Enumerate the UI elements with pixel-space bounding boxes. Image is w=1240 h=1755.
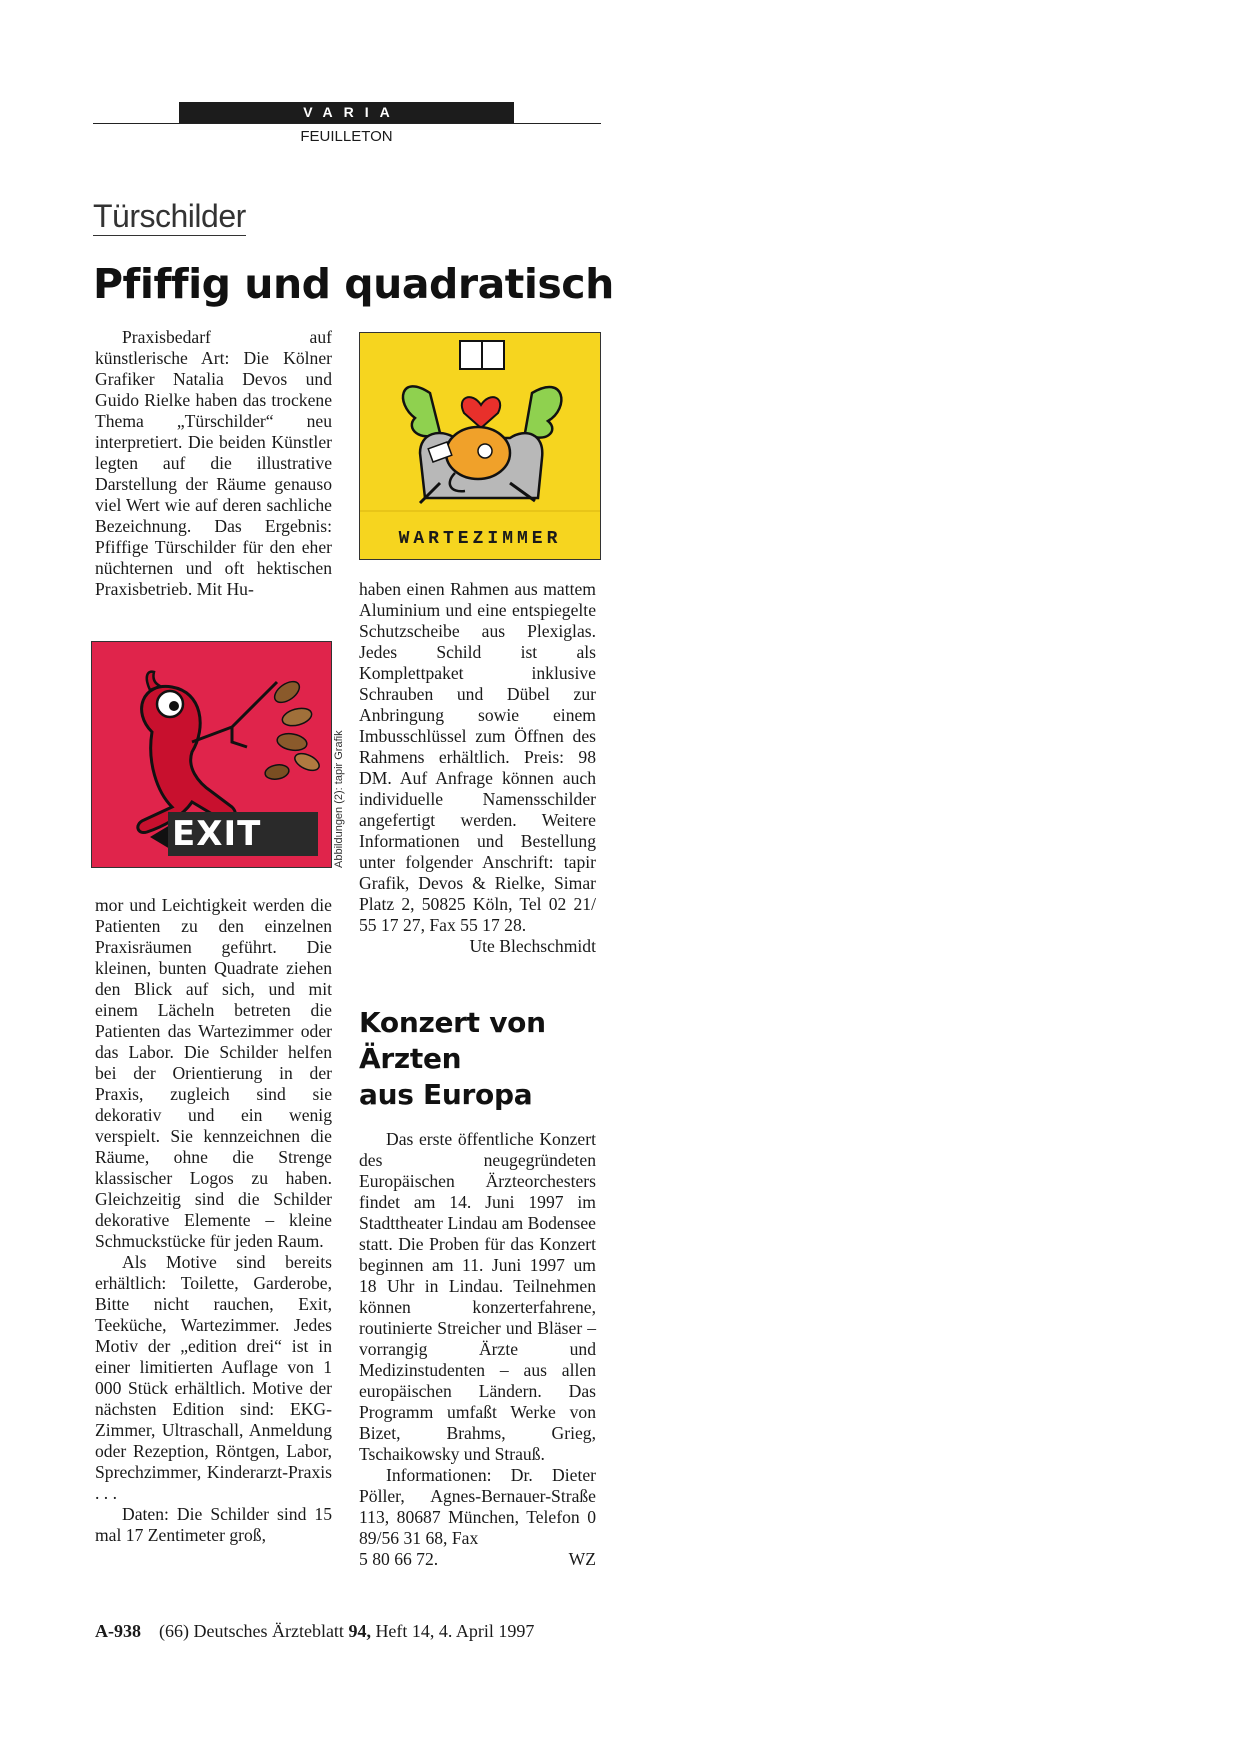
news-headline-line-2: Ärzten (359, 1042, 462, 1075)
footer-citation-end: Heft 14, 4. April 1997 (375, 1621, 535, 1641)
page-footer (95, 1621, 534, 1642)
news-signature-line (359, 1549, 596, 1570)
exit-sign-illustration (91, 641, 332, 868)
footer-volume: 94, (348, 1621, 371, 1641)
exit-sign-text: EXIT (172, 814, 262, 854)
article-kicker: Türschilder (93, 199, 246, 236)
article-author: Ute Blechschmidt (469, 936, 596, 956)
article-paragraph-4: Daten: Die Schilder sind 15 mal 17 Zentimeter groß, (95, 1504, 332, 1545)
article-text-continued (95, 895, 332, 1546)
article-paragraph-2: mor und Leichtigkeit werden die Patienten zu den einzelnen Praxisräumen geführt. Die kleinen, bunten Quadrate ziehen den Blick auf sich, und mit einem Lächeln betreten die Patienten das Wartezimmer oder das Labor. Die Schilder helfen bei der Orientierung in der Praxis, zugleich sind sie dekorativ und ein wenig verspielt. Sie kennzeichnen die Räume, ohne die Strenge klassischer Logos zu haben. Gleichzeitig sind die Schilder dekorative Elemente – kleine Schmuckstücke für jeden Raum. (95, 895, 332, 1251)
wartezimmer-drawing (360, 333, 601, 560)
article-paragraph-1: Praxisbedarf auf künstlerische Art: Die Kölner Grafiker Natalia Devos und Guido Rielke haben das trockene Thema „Türschilder“ neu interpretiert. Die beiden Künstler legten auf die illustrative Darstellung der Räume genauso viel Wert wie auf deren sachliche Bezeichnung. Das Ergebnis: Pfiffige Türschilder für den eher nüchternen und oft hektischen Praxisbetrieb. Mit Hu- (95, 327, 332, 599)
article-signature-line (359, 936, 596, 957)
subsection-label: FEUILLETON (300, 128, 393, 145)
news-headline-line-3: aus Europa (359, 1078, 533, 1111)
news-paragraph-2: Informationen: Dr. Dieter Pöller, Agnes-Bernauer-Straße 113, 80687 München, Telefon 0 89/56 31 68, Fax (359, 1465, 596, 1548)
article-text-intro (95, 327, 332, 600)
section-label: VARIA (179, 102, 514, 123)
article-paragraph-3: Als Motive sind bereits erhältlich: Toilette, Garderobe, Bitte nicht rauchen, Exit, Teeküche, Wartezimmer. Jedes Motiv der „edition drei“ ist in einer limitierten Auflage von 1 000 Stück erhältlich. Motive der nächsten Edition sind: EKG-Zimmer, Ultraschall, Anmeldung oder Rezeption, Röntgen, Labor, Sprechzimmer, Kinderarzt-Praxis . . . (95, 1252, 332, 1503)
header-rule (93, 123, 601, 124)
news-fax-number: 5 80 66 72. (359, 1549, 439, 1569)
news-headline (359, 1005, 546, 1113)
page-number: A-938 (95, 1621, 141, 1641)
news-headline-line-1: Konzert von (359, 1006, 546, 1039)
news-author: WZ (568, 1549, 596, 1569)
news-text (359, 1129, 596, 1570)
article-headline: Pfiffig und quadratisch (93, 260, 614, 308)
article-paragraph-5: haben einen Rahmen aus mattem Aluminium und eine entspiegelte Schutzscheibe aus Plexiglas. Jedes Schild ist als Komplettpaket inklusive Schrauben und Dübel zur Anbringung sowie einem Imbusschlüssel zum Öffnen des Rahmens erhältlich. Preis: 98 DM. Auf Anfrage können auch individuelle Namensschilder angefertigt werden. Weitere Informationen und Bestellung unter folgender Anschrift: tapir Grafik, Devos & Rielke, Simar Platz 2, 50825 Köln, Tel 02 21/ 55 17 27, Fax 55 17 28. (359, 579, 596, 935)
wartezimmer-sign-text: WARTEZIMMER (398, 529, 562, 549)
wartezimmer-sign-illustration (359, 332, 601, 560)
footer-citation-start: (66) Deutsches Ärzteblatt (159, 1621, 344, 1641)
news-paragraph-1: Das erste öffentliche Konzert des neugegründeten Europäischen Ärzteorchesters findet am 14. Juni 1997 im Stadttheater Lindau am Bodensee statt. Die Proben für das Konzert beginnen am 11. Juni 1997 um 18 Uhr in Lindau. Teilnehmen können konzerterfahrene, routinierte Streicher und Bläser – vorrangig Ärzte und Medizinstudenten – aus allen europäischen Ländern. Das Programm umfaßt Werke von Bizet, Brahms, Grieg, Tschaikowsky und Strauß. (359, 1129, 596, 1464)
article-text-right (359, 579, 596, 957)
image-credit: Abbildungen (2): tapir Grafik (333, 730, 345, 868)
